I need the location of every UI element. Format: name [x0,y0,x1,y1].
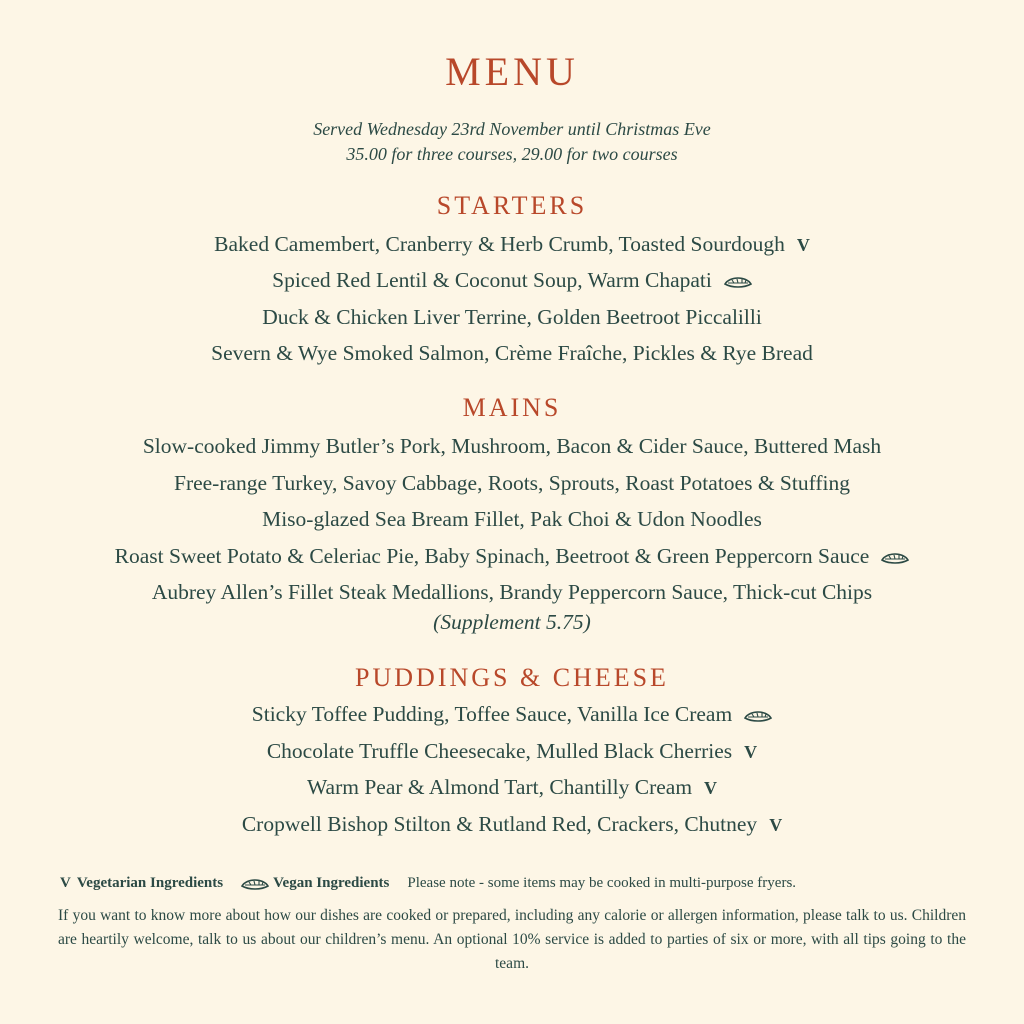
pudding-item [0,737,1024,766]
vegan-leaf-icon [724,275,752,289]
menu-title: MENU [445,49,579,94]
dish-name: Free-range Turkey, Savoy Cabbage, Roots, Sprouts, Roast Potatoes & Stuffing [173,471,851,495]
menu-dates: Served Wednesday 23rd November until Christmas Eve [313,119,711,139]
dish-name: Warm Pear & Almond Tart, Chantilly Cream [306,775,693,799]
starters-heading: STARTERS [436,191,588,220]
mains-heading: MAINS [462,393,562,422]
main-item [0,542,1024,570]
starter-item [0,266,1024,294]
dish-name: Severn & Wye Smoked Salmon, Crème Fraîche, Pickles & Rye Bread [211,341,813,365]
supplement-note [0,608,1024,636]
vegan-label: Vegan Ingredients [273,875,390,891]
pudding-item [0,810,1024,839]
fryer-note: Please note - some items may be cooked in multi-purpose fryers. [407,875,797,891]
pudding-item [0,700,1024,728]
dish-name: Sticky Toffee Pudding, Toffee Sauce, Vanilla Ice Cream [251,702,733,726]
vegan-leaf-icon [241,877,267,891]
vegetarian-mark: V [796,235,810,255]
supplement-text: (Supplement 5.75) [433,610,591,634]
dish-name: Roast Sweet Potato & Celeriac Pie, Baby Spinach, Beetroot & Green Peppercorn Sauce [114,544,870,568]
dish-name: Aubrey Allen’s Fillet Steak Medallions, Brandy Peppercorn Sauce, Thick-cut Chips [151,580,873,604]
starter-item [0,303,1024,331]
starter-item [0,339,1024,367]
dish-name: Miso-glazed Sea Bream Fillet, Pak Choi & Udon Noodles [262,507,762,531]
pudding-item [0,773,1024,802]
main-item [0,505,1024,533]
puddings-heading: PUDDINGS & CHEESE [355,663,669,692]
vegetarian-mark: V [704,778,718,798]
main-item [0,469,1024,497]
dish-name: Slow-cooked Jimmy Butler’s Pork, Mushroom, Bacon & Cider Sauce, Buttered Mash [142,434,882,458]
dietary-legend [60,872,964,894]
vegetarian-label: Vegetarian Ingredients [76,875,224,891]
menu-prices: 35.00 for three courses, 29.00 for two courses [346,144,678,164]
dish-name: Baked Camembert, Cranberry & Herb Crumb, Toasted Sourdough [214,232,785,256]
dish-name: Spiced Red Lentil & Coconut Soup, Warm Chapati [272,268,712,292]
vegetarian-mark: V [769,815,783,835]
main-item [0,578,1024,606]
vegan-leaf-icon [881,551,909,565]
vegetarian-mark: V [744,742,758,762]
vegan-leaf-icon [744,709,772,723]
dish-name: Chocolate Truffle Cheesecake, Mulled Black Cherries [266,739,733,763]
vegetarian-symbol: V [60,875,71,891]
dish-name: Cropwell Bishop Stilton & Rutland Red, Crackers, Chutney [241,812,758,836]
dish-name: Duck & Chicken Liver Terrine, Golden Beetroot Piccalilli [262,305,762,329]
starter-item [0,230,1024,259]
main-item [0,432,1024,460]
footer-info: If you want to know more about how our dishes are cooked or prepared, including any calorie or allergen information, please talk to us. Children are heartily welcome, talk to us about our children’s menu. An optional 10% service is added to parties of six or more, with all tips going to the team. [58,907,966,972]
